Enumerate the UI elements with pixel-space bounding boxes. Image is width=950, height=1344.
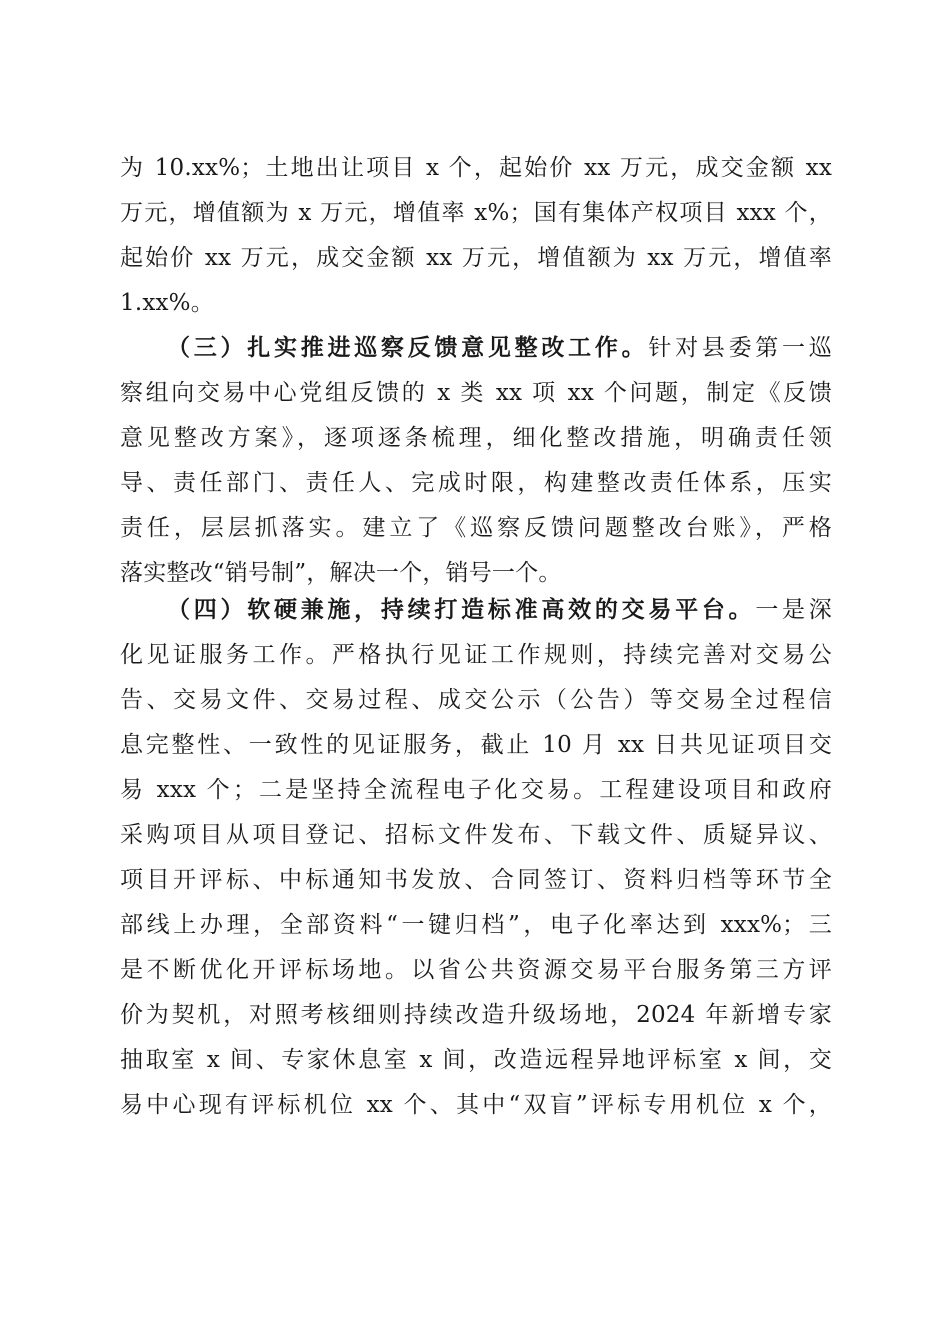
section-heading: （三）扎实推进巡察反馈意见整改工作。: [167, 334, 649, 361]
line-text: 是不断优化开评标场地。以省公共资源交易平台服务第三方评: [120, 957, 832, 983]
section-heading: （四）软硬兼施，持续打造标准高效的交易平台。: [167, 596, 756, 623]
line-text: 化见证服务工作。严格执行见证工作规则，持续完善对交易公: [120, 642, 832, 668]
text-line: [120, 283, 214, 323]
line-text: 息完整性、一致性的见证服务，截止 10 月 xx 日共见证项目交: [120, 732, 832, 758]
line-text: 项目开评标、中标通知书发放、合同签订、资料归档等环节全: [120, 867, 832, 893]
line-text: 告、交易文件、交易过程、成交公示（公告）等交易全过程信: [120, 687, 832, 713]
text-line: [120, 193, 832, 233]
line-text: 起始价 xx 万元，成交金额 xx 万元，增值额为 xx 万元，增值率: [120, 245, 832, 271]
line-text: 易 xxx 个；二是坚持全流程电子化交易。工程建设项目和政府: [120, 777, 832, 803]
line-text: 责任，层层抓落实。建立了《巡察反馈问题整改台账》，严格: [120, 515, 832, 541]
line-text: 一是深: [755, 597, 832, 623]
text-line: [120, 725, 832, 765]
line-text: 价为契机，对照考核细则持续改造升级场地，2024 年新增专家: [120, 1002, 832, 1028]
text-line: [120, 148, 832, 188]
text-line: [120, 238, 832, 278]
text-line: [120, 508, 832, 548]
text-line: [167, 590, 832, 630]
line-text: 意见整改方案》，逐项逐条梳理，细化整改措施，明确责任领: [120, 425, 832, 451]
text-line: [120, 770, 832, 810]
line-text: 落实整改“销号制”，解决一个，销号一个。: [120, 560, 562, 586]
text-line: [120, 418, 832, 458]
line-text: 1.xx%。: [120, 290, 214, 316]
line-text: 部线上办理，全部资料“一键归档”，电子化率达到 xxx%；三: [120, 912, 832, 938]
line-text: 针对县委第一巡: [648, 335, 832, 361]
text-line: [120, 553, 562, 593]
text-line: [120, 680, 832, 720]
text-line: [120, 815, 832, 855]
text-line: [167, 328, 832, 368]
text-line: [120, 995, 832, 1035]
text-line: [120, 905, 832, 945]
line-text: 抽取室 x 间、专家休息室 x 间，改造远程异地评标室 x 间，交: [120, 1047, 832, 1073]
line-text: 察组向交易中心党组反馈的 x 类 xx 项 xx 个问题，制定《反馈: [120, 380, 832, 406]
text-line: [120, 950, 832, 990]
text-line: [120, 1085, 832, 1125]
text-line: [120, 1040, 832, 1080]
text-line: [120, 860, 832, 900]
text-line: [120, 635, 832, 675]
line-text: 为 10.xx%；土地出让项目 x 个，起始价 xx 万元，成交金额 xx: [120, 155, 832, 181]
line-text: 导、责任部门、责任人、完成时限，构建整改责任体系，压实: [120, 470, 832, 496]
line-text: 采购项目从项目登记、招标文件发布、下载文件、质疑异议、: [120, 822, 832, 848]
text-line: [120, 463, 832, 503]
text-line: [120, 373, 832, 413]
line-text: 易中心现有评标机位 xx 个、其中“双盲”评标专用机位 x 个，: [120, 1092, 832, 1118]
line-text: 万元，增值额为 x 万元，增值率 x%；国有集体产权项目 xxx 个，: [120, 200, 832, 226]
